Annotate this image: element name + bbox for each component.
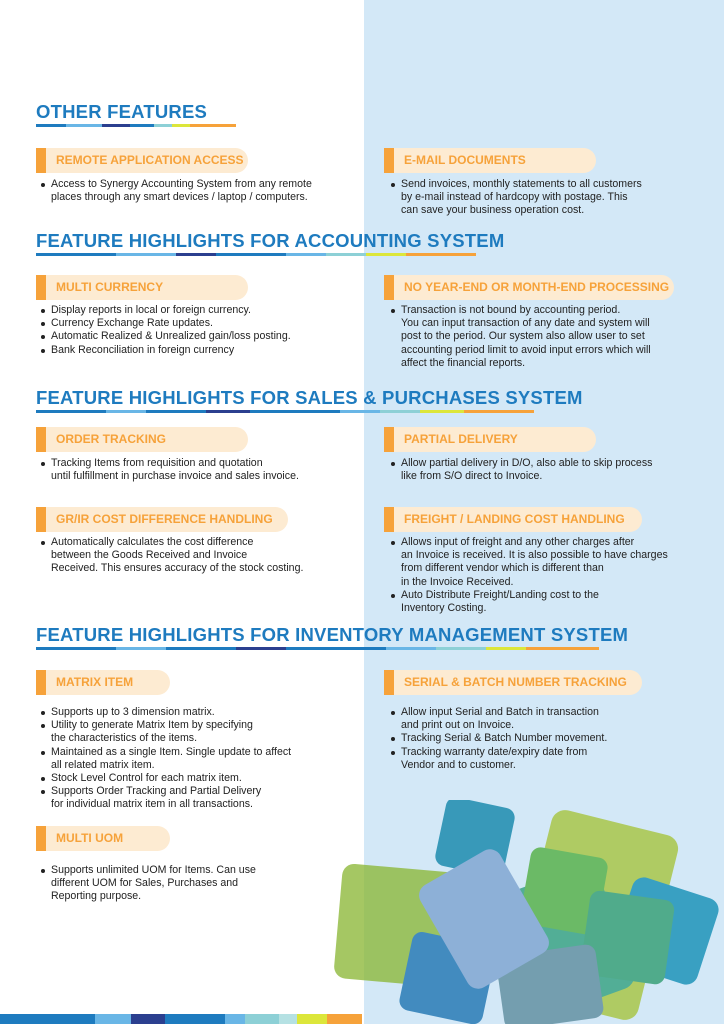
feature-heading-partial-delivery: PARTIAL DELIVERY: [384, 427, 596, 452]
list-item: Currency Exchange Rate updates.: [38, 317, 291, 330]
feature-heading-grir-cost: GR/IR COST DIFFERENCE HANDLING: [36, 507, 288, 532]
list-item: Allow input Serial and Batch in transaction and print out on Invoice.: [388, 706, 607, 732]
feature-list-grir-cost: [38, 536, 303, 576]
list-item: Bank Reconciliation in foreign currency: [38, 344, 291, 357]
feature-heading-multi-uom: MULTI UOM: [36, 826, 170, 851]
feature-list-freight-landing: [388, 536, 668, 615]
feature-list-serial-batch: [388, 706, 607, 772]
feature-heading-no-year-end: NO YEAR-END OR MONTH-END PROCESSING: [384, 275, 674, 300]
feature-heading-serial-batch: SERIAL & BATCH NUMBER TRACKING: [384, 670, 642, 695]
list-item: Automatically calculates the cost difference between the Goods Received and Invoice Received. This ensures accuracy of the stock costing.: [38, 536, 303, 576]
feature-heading-multi-currency: MULTI CURRENCY: [36, 275, 248, 300]
list-item: Display reports in local or foreign currency.: [38, 304, 291, 317]
list-item: Supports Order Tracking and Partial Delivery for individual matrix item in all transactions.: [38, 785, 291, 811]
feature-list-order-tracking: [38, 457, 299, 483]
title-underline-stripe: [36, 410, 534, 413]
list-item: Access to Synergy Accounting System from any remote places through any smart devices / laptop / computers.: [38, 178, 312, 204]
feature-heading-freight-landing: FREIGHT / LANDING COST HANDLING: [384, 507, 642, 532]
footer-color-bar: [0, 1014, 362, 1024]
feature-list-email-documents: [388, 178, 642, 218]
feature-list-multi-currency: [38, 304, 291, 357]
section-title-sales-purchases: FEATURE HIGHLIGHTS FOR SALES & PURCHASES SYSTEM: [36, 387, 583, 408]
feature-list-partial-delivery: [388, 457, 652, 483]
feature-list-matrix-item: [38, 706, 291, 812]
section-title-inventory: FEATURE HIGHLIGHTS FOR INVENTORY MANAGEMENT SYSTEM: [36, 624, 629, 645]
list-item: Stock Level Control for each matrix item.: [38, 772, 291, 785]
list-item: Supports up to 3 dimension matrix.: [38, 706, 291, 719]
list-item: Allow partial delivery in D/O, also able to skip process like from S/O direct to Invoice.: [388, 457, 652, 483]
list-item: Utility to generate Matrix Item by specifying the characteristics of the items.: [38, 719, 291, 745]
list-item: Tracking Items from requisition and quotation until fulfillment in purchase invoice and sales invoice.: [38, 457, 299, 483]
section-title-accounting: FEATURE HIGHLIGHTS FOR ACCOUNTING SYSTEM: [36, 230, 505, 251]
list-item: Maintained as a single Item. Single update to affect all related matrix item.: [38, 746, 291, 772]
decorative-squares-graphic: [330, 800, 724, 1024]
title-underline-stripe: [36, 647, 599, 650]
section-title-other-features: OTHER FEATURES: [36, 101, 208, 122]
feature-heading-email-documents: E-MAIL DOCUMENTS: [384, 148, 596, 173]
title-underline-stripe: [36, 124, 236, 127]
title-underline-stripe: [36, 253, 476, 256]
feature-list-remote-access: [38, 178, 312, 204]
list-item: Auto Distribute Freight/Landing cost to the Inventory Costing.: [388, 589, 668, 615]
feature-heading-remote-access: REMOTE APPLICATION ACCESS: [36, 148, 248, 173]
feature-heading-order-tracking: ORDER TRACKING: [36, 427, 248, 452]
feature-list-no-year-end: [388, 304, 651, 370]
feature-list-multi-uom: [38, 864, 256, 904]
feature-heading-matrix-item: MATRIX ITEM: [36, 670, 170, 695]
list-item: Tracking Serial & Batch Number movement.: [388, 732, 607, 745]
list-item: Send invoices, monthly statements to all customers by e-mail instead of hardcopy with postage. This can save your business operation cost.: [388, 178, 642, 218]
list-item: Automatic Realized & Unrealized gain/loss posting.: [38, 330, 291, 343]
list-item: Supports unlimited UOM for Items. Can use different UOM for Sales, Purchases and Reporting purpose.: [38, 864, 256, 904]
list-item: Tracking warranty date/expiry date from Vendor and to customer.: [388, 746, 607, 772]
list-item: Allows input of freight and any other charges after an Invoice is received. It is also possible to have charges from different vendor which is different than in the Invoice Received.: [388, 536, 668, 589]
list-item: Transaction is not bound by accounting period. You can input transaction of any date and system will post to the period. Our system also allow user to set accounting period limit to avoid input errors which will affect the financial reports.: [388, 304, 651, 370]
